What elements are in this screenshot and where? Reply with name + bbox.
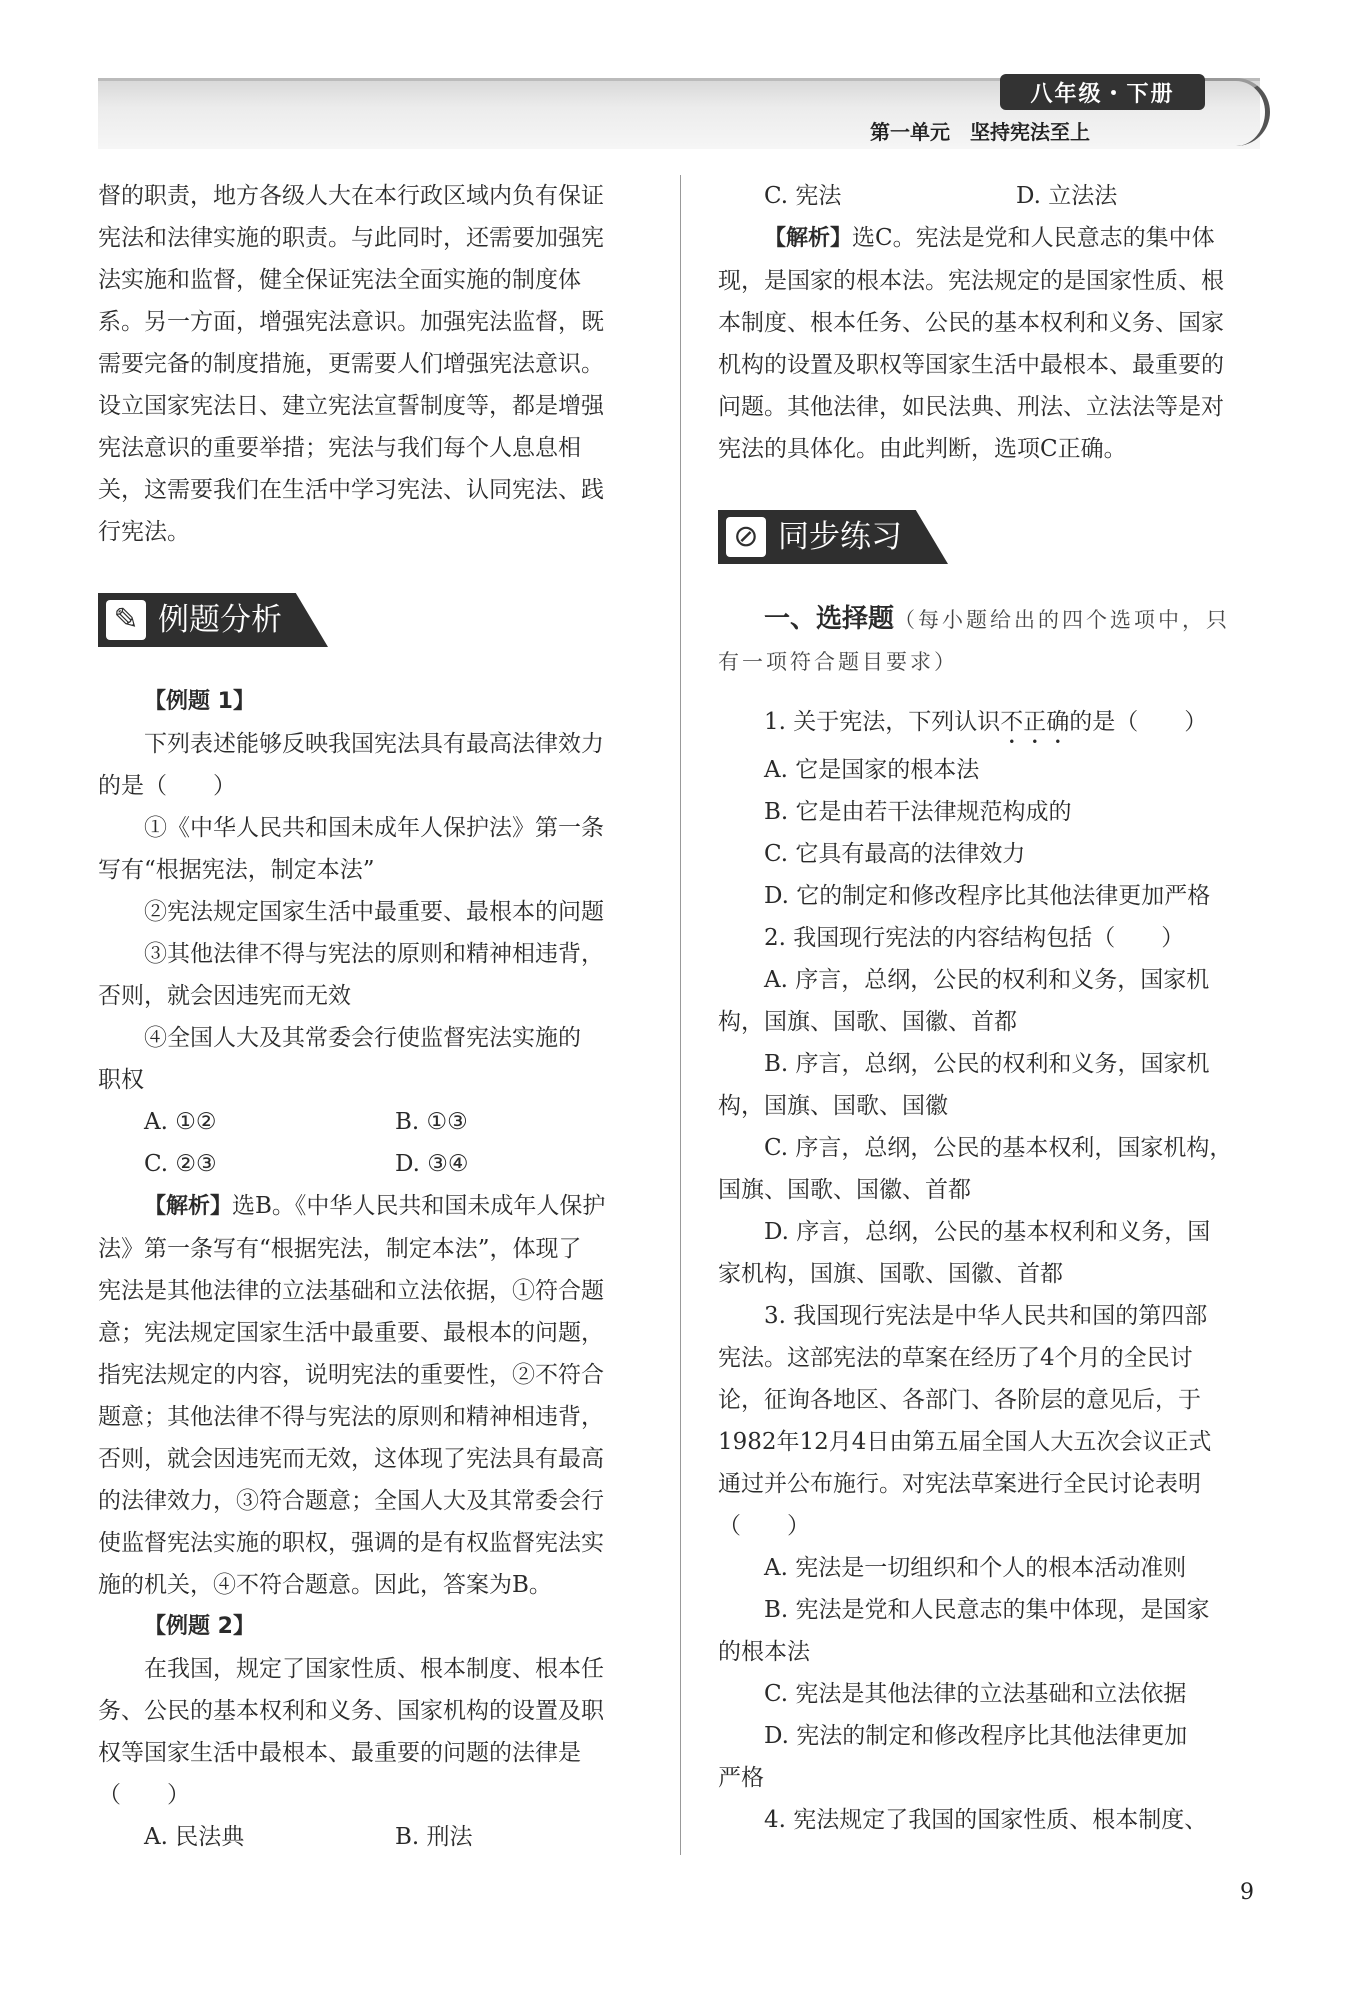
analysis-line: 题意；其他法律不得与宪法的原则和精神相违背， (98, 1404, 604, 1430)
section-banner-example-analysis (98, 593, 328, 647)
question-3 (718, 1295, 1268, 1799)
mc-heading-title: 一、选择题 (764, 604, 895, 634)
analysis-line: 宪法是其他法律的立法基础和立法依据，①符合题 (98, 1278, 604, 1304)
statement-item: ②宪法规定国家生活中最重要、最根本的问题 (144, 899, 604, 925)
option-a: A. 宪法是一切组织和个人的根本活动准则 (764, 1555, 1187, 1581)
analysis-line (718, 217, 1268, 260)
pencil-icon: ✎ (106, 600, 146, 640)
text-line: 需要完备的制度措施，更需要人们增强宪法意识。 (98, 351, 604, 377)
statement-item: ③其他法律不得与宪法的原则和精神相违背， (144, 941, 604, 967)
analysis-line: 使监督宪法实施的职权，强调的是有权监督宪法实 (98, 1530, 604, 1556)
section-title: 例题分析 (158, 602, 282, 638)
question-stem: 宪法。这部宪法的草案在经历了4个月的全民讨 (718, 1345, 1193, 1371)
option-b-cont: 构，国旗、国歌、国徽 (718, 1093, 948, 1119)
option-d: D. 序言，总纲，公民的基本权利和义务，国 (764, 1219, 1211, 1245)
option-b: B. ①③ (395, 1109, 468, 1135)
question-stem: （ ） (98, 1782, 190, 1808)
analysis-tag: 【解析】 (144, 1194, 233, 1219)
option-c: C. 宪法 (764, 183, 842, 209)
question-stem: 通过并公布施行。对宪法草案进行全民讨论表明 (718, 1471, 1201, 1497)
analysis-text: 选B。《中华人民共和国未成年人保护 (232, 1193, 606, 1219)
option-a: A. 序言，总纲，公民的权利和义务，国家机 (764, 967, 1210, 993)
stem-text: 1. 关于宪法，下列认识 (764, 709, 1001, 735)
left-column (98, 175, 646, 1858)
option-d: D. 立法法 (1016, 183, 1118, 209)
option-a: A. ①② (144, 1109, 217, 1135)
example-1 (98, 681, 646, 1606)
statement-item: 否则，就会因违宪而无效 (98, 983, 351, 1009)
option-row (98, 1816, 646, 1858)
text-line: 宪法和法律实施的职责。与此同时，还需要加强宪 (98, 225, 604, 251)
question-stem: 下列表述能够反映我国宪法具有最高法律效力 (144, 731, 604, 757)
mc-heading-note: 有一项符合题目要求） (718, 650, 958, 674)
option-d: D. 宪法的制定和修改程序比其他法律更加 (764, 1723, 1188, 1749)
text-line: 行宪法。 (98, 519, 190, 545)
emphasized-text: 不正确 (1000, 709, 1070, 735)
unit-title: 第一单元 坚持宪法至上 (870, 120, 1090, 144)
mc-heading-note: （每小题给出的四个选项中，只 (894, 608, 1231, 632)
intro-text (98, 175, 646, 553)
option-b: B. 刑法 (395, 1824, 473, 1850)
question-stem (718, 701, 1268, 749)
text-line: 设立国家宪法日、建立宪法宣誓制度等，都是增强 (98, 393, 604, 419)
question-stem: 的是（ ） (98, 773, 236, 799)
option-c: C. ②③ (144, 1151, 217, 1177)
analysis-line: 宪法的具体化。由此判断，选项C正确。 (718, 436, 1127, 462)
question-stem: 论，征询各地区、各部门、各阶层的意见后，于 (718, 1387, 1201, 1413)
analysis-line: 问题。其他法律，如民法典、刑法、立法法等是对 (718, 394, 1224, 420)
option-row (98, 1101, 646, 1143)
stem-text: 的是（ ） (1069, 709, 1208, 735)
right-column (718, 175, 1268, 1841)
question-1 (718, 701, 1268, 917)
option-a-cont: 构，国旗、国歌、国徽、首都 (718, 1009, 1017, 1035)
paperclip-icon: ⊘ (726, 517, 766, 557)
analysis-line (98, 1185, 646, 1228)
text-line: 宪法意识的重要举措；宪法与我们每个人息息相 (98, 435, 581, 461)
statement-item: 写有“根据宪法，制定本法” (98, 857, 375, 883)
example-tag: 【例题 2】 (144, 1614, 255, 1639)
option-d-cont: 家机构，国旗、国歌、国徽、首都 (718, 1261, 1063, 1287)
option-b: B. 序言，总纲，公民的权利和义务，国家机 (764, 1051, 1210, 1077)
analysis-line: 法》第一条写有“根据宪法，制定本法”，体现了 (98, 1236, 582, 1262)
grade-tab: 八年级・下册 (1000, 74, 1205, 110)
option-d-cont: 严格 (718, 1765, 764, 1791)
analysis-line: 机构的设置及职权等国家生活中最根本、最重要的 (718, 352, 1224, 378)
option-c: C. 宪法是其他法律的立法基础和立法依据 (764, 1681, 1187, 1707)
statement-item: ①《中华人民共和国未成年人保护法》第一条 (144, 815, 604, 841)
example-tag: 【例题 1】 (144, 689, 255, 714)
analysis-line: 施的机关，④不符合题意。因此，答案为B。 (98, 1572, 552, 1598)
question-stem: 1982年12月4日由第五届全国人大五次会议正式 (718, 1429, 1212, 1455)
option-d: D. ③④ (395, 1151, 469, 1177)
analysis-line: 本制度、根本任务、公民的基本权利和义务、国家 (718, 310, 1224, 336)
question-stem: 务、公民的基本权利和义务、国家机构的设置及职 (98, 1698, 604, 1724)
question-4-stem: 4. 宪法规定了我国的国家性质、根本制度、 (764, 1807, 1208, 1833)
option-d: D. 它的制定和修改程序比其他法律更加严格 (764, 883, 1211, 909)
option-a: A. 它是国家的根本法 (764, 757, 980, 783)
option-b: B. 宪法是党和人民意志的集中体现，是国家 (764, 1597, 1210, 1623)
question-stem: 3. 我国现行宪法是中华人民共和国的第四部 (764, 1303, 1208, 1329)
option-b-cont: 的根本法 (718, 1639, 810, 1665)
option-b: B. 它是由若干法律规范构成的 (764, 799, 1072, 825)
section-banner-practice (718, 510, 948, 564)
analysis-line: 的法律效力，③符合题意；全国人大及其常委会行 (98, 1488, 604, 1514)
text-line: 督的职责，地方各级人大在本行政区域内负有保证 (98, 183, 604, 209)
column-divider (680, 175, 681, 1855)
option-row (718, 175, 1268, 217)
text-line: 法实施和监督，健全保证宪法全面实施的制度体 (98, 267, 581, 293)
question-stem: 在我国，规定了国家性质、根本制度、根本任 (144, 1656, 604, 1682)
analysis-text: 选C。宪法是党和人民意志的集中体 (852, 225, 1215, 251)
option-c-cont: 国旗、国歌、国徽、首都 (718, 1177, 971, 1203)
text-line: 关，这需要我们在生活中学习宪法、认同宪法、践 (98, 477, 604, 503)
analysis-line: 否则，就会因违宪而无效，这体现了宪法具有最高 (98, 1446, 604, 1472)
analysis-line: 指宪法规定的内容，说明宪法的重要性，②不符合 (98, 1362, 604, 1388)
section-title: 同步练习 (778, 519, 902, 555)
option-c: C. 它具有最高的法律效力 (764, 841, 1026, 867)
option-row (98, 1143, 646, 1185)
option-c: C. 序言，总纲，公民的基本权利，国家机构， (764, 1135, 1233, 1161)
analysis-line: 意；宪法规定国家生活中最重要、最根本的问题， (98, 1320, 604, 1346)
analysis-line: 现，是国家的根本法。宪法规定的是国家性质、根 (718, 268, 1224, 294)
mc-heading (718, 598, 1268, 641)
page-number: 9 (1240, 1880, 1254, 1905)
question-stem: （ ） (718, 1513, 810, 1539)
example-2 (98, 1606, 646, 1858)
question-stem: 2. 我国现行宪法的内容结构包括（ ） (764, 925, 1185, 951)
text-line: 系。另一方面，增强宪法意识。加强宪法监督，既 (98, 309, 604, 335)
statement-item: ④全国人大及其常委会行使监督宪法实施的 (144, 1025, 581, 1051)
statement-item: 职权 (98, 1067, 144, 1093)
option-a: A. 民法典 (144, 1824, 245, 1850)
analysis-tag: 【解析】 (764, 226, 853, 251)
question-stem: 权等国家生活中最根本、最重要的问题的法律是 (98, 1740, 581, 1766)
question-2 (718, 917, 1268, 1295)
